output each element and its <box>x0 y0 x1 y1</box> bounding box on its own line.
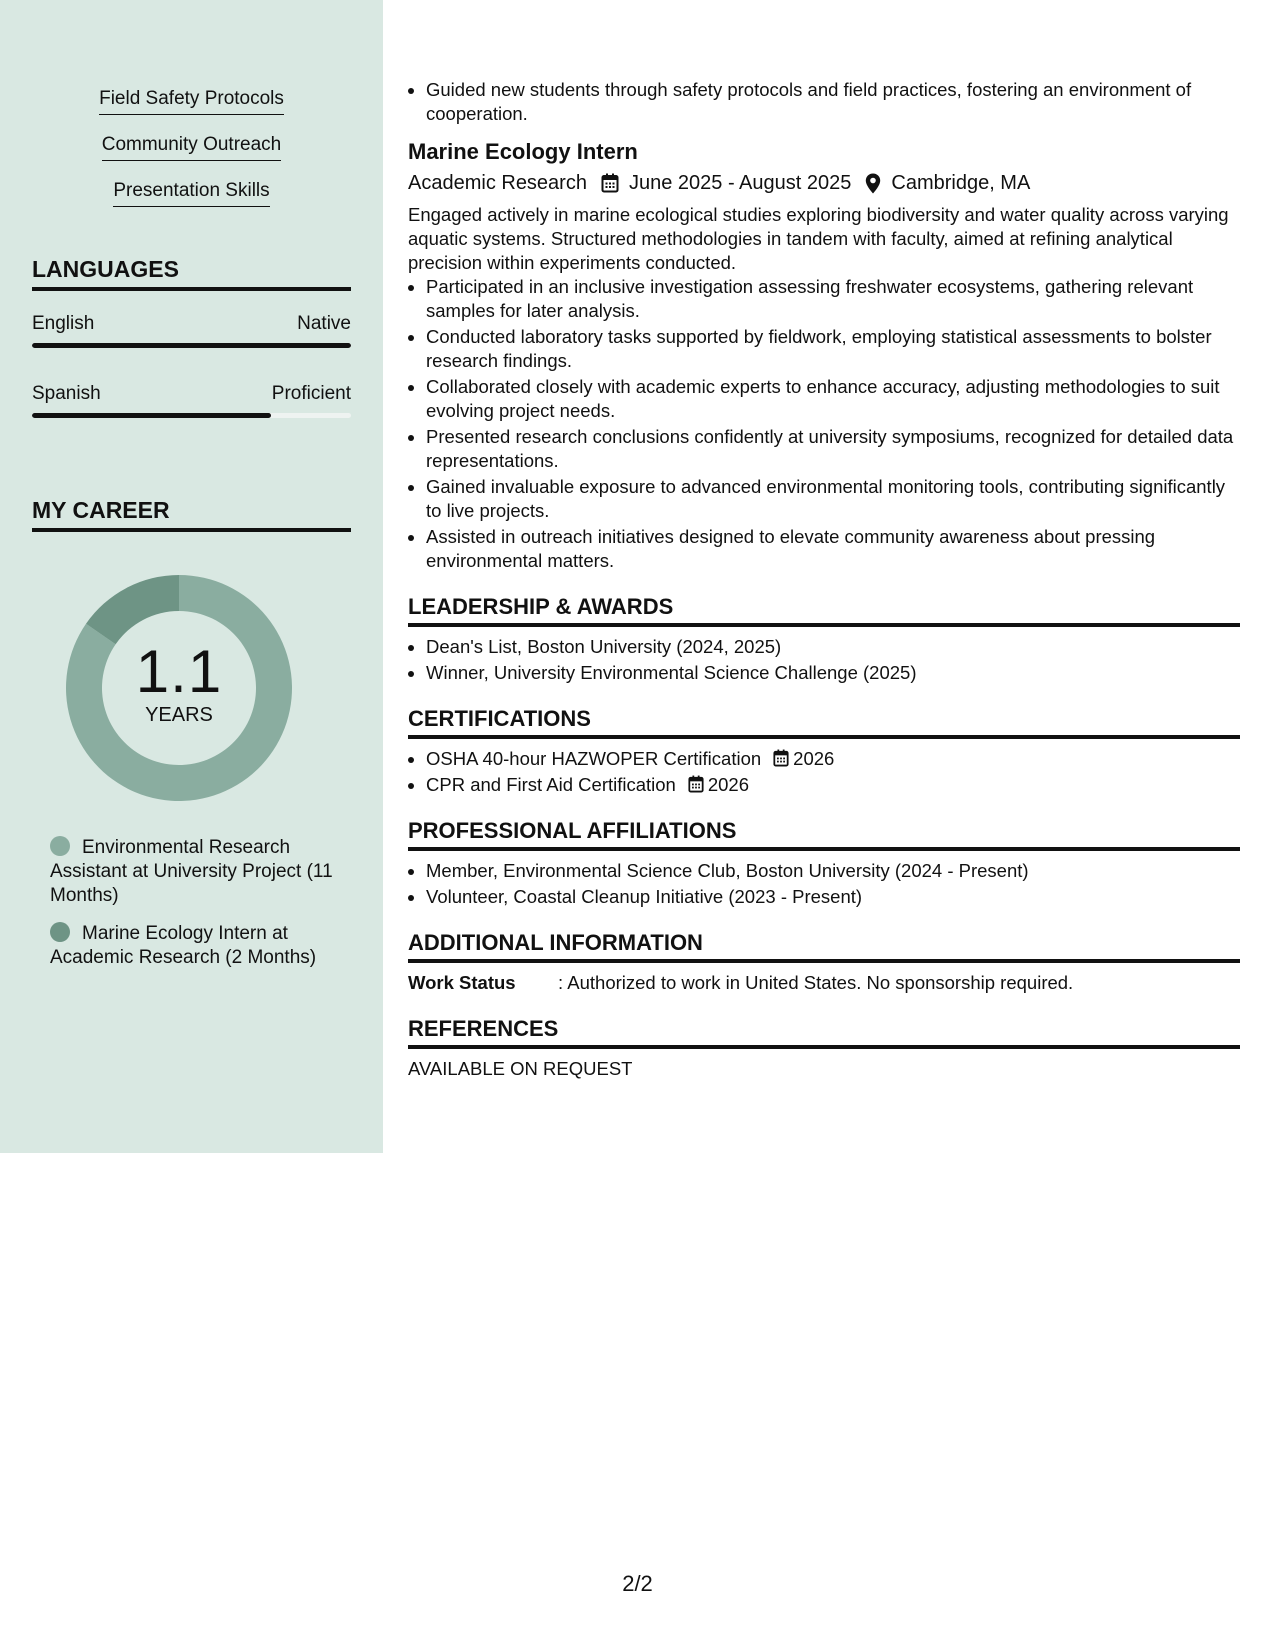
list-item: • Dean's List, Boston University (2024, 2025) <box>426 635 1240 659</box>
additional-info-heading: ADDITIONAL INFORMATION <box>408 929 1240 963</box>
affiliations-list <box>408 859 1240 909</box>
certifications-heading: CERTIFICATIONS <box>408 705 1240 739</box>
job-title: Marine Ecology Intern <box>408 139 638 164</box>
language-english <box>32 312 351 348</box>
skills-list <box>0 86 383 224</box>
language-name: Spanish <box>32 383 101 404</box>
career-total: 1.1 <box>135 638 223 705</box>
calendar-icon <box>601 173 619 193</box>
legend-dot <box>50 836 70 856</box>
job-meta <box>408 169 1240 197</box>
list-item <box>426 747 1240 771</box>
prev-job-bullets <box>408 78 1240 126</box>
references-text: AVAILABLE ON REQUEST <box>408 1058 633 1079</box>
calendar-icon <box>688 775 704 793</box>
language-bar-fill <box>32 343 351 348</box>
location-pin-icon <box>865 173 881 194</box>
skill-item: Field Safety Protocols <box>99 86 284 115</box>
legend-label: Environmental Research Assistant at University Project (11 Months) <box>50 837 333 906</box>
leadership-heading: LEADERSHIP & AWARDS <box>408 593 1240 627</box>
language-bar-fill <box>32 413 271 418</box>
cert-name: OSHA 40-hour HAZWOPER Certification <box>426 748 762 769</box>
job-company: Academic Research <box>408 172 587 194</box>
language-bar <box>32 413 351 418</box>
sidebar <box>0 0 383 1153</box>
skill-item: Presentation Skills <box>113 178 269 207</box>
career-unit: YEARS <box>145 704 213 726</box>
list-item: • Conducted laboratory tasks supported by fieldwork, employing statistical assessments to bolster research findings. <box>426 325 1240 373</box>
calendar-icon <box>773 749 789 767</box>
career-heading: MY CAREER <box>32 496 351 532</box>
skill-item: Community Outreach <box>102 132 282 161</box>
language-name: English <box>32 313 95 334</box>
page-number: 2/2 <box>622 1571 653 1596</box>
career-legend <box>50 836 340 984</box>
list-item: • Presented research conclusions confidently at university symposiums, recognized for detailed data representations. <box>426 425 1240 473</box>
main-content <box>408 78 1240 1081</box>
career-donut-chart <box>64 573 294 803</box>
references-heading: REFERENCES <box>408 1015 1240 1049</box>
list-item <box>426 773 1240 797</box>
legend-item <box>50 922 340 970</box>
work-status-label: Work Status <box>408 972 516 993</box>
list-item: • Guided new students through safety protocols and field practices, fostering an environment of cooperation. <box>426 78 1240 126</box>
certifications-list <box>408 747 1240 797</box>
job-bullets <box>408 275 1240 573</box>
legend-label: Marine Ecology Intern at Academic Research (2 Months) <box>50 923 317 968</box>
language-spanish <box>32 382 351 418</box>
list-item: • Winner, University Environmental Science Challenge (2025) <box>426 661 1240 685</box>
list-item: • Volunteer, Coastal Cleanup Initiative (2023 - Present) <box>426 885 1240 909</box>
list-item: • Member, Environmental Science Club, Boston University (2024 - Present) <box>426 859 1240 883</box>
legend-dot <box>50 922 70 942</box>
leadership-list <box>408 635 1240 685</box>
languages-heading: LANGUAGES <box>32 255 351 291</box>
affiliations-heading: PROFESSIONAL AFFILIATIONS <box>408 817 1240 851</box>
list-item: • Collaborated closely with academic experts to enhance accuracy, adjusting methodologies to suit evolving project needs. <box>426 375 1240 423</box>
language-level: Proficient <box>271 383 351 404</box>
list-item: • Participated in an inclusive investigation assessing freshwater ecosystems, gathering relevant samples for later analysis. <box>426 275 1240 323</box>
cert-name: CPR and First Aid Certification <box>426 774 676 795</box>
cert-year: 2026 <box>707 774 749 795</box>
work-status-row <box>408 971 1240 995</box>
legend-item <box>50 836 340 908</box>
list-item: • Gained invaluable exposure to advanced environmental monitoring tools, contributing significantly to live projects. <box>426 475 1240 523</box>
job-description: Engaged actively in marine ecological studies exploring biodiversity and water quality across varying aquatic systems. Structured methodologies in tandem with faculty, aimed at refining analytical precision within experiments conducted. <box>408 204 1229 273</box>
work-status-value: : Authorized to work in United States. No sponsorship required. <box>558 972 1074 993</box>
job-location: Cambridge, MA <box>891 172 1031 194</box>
cert-year: 2026 <box>793 748 835 769</box>
job-dates: June 2025 - August 2025 <box>628 172 852 194</box>
list-item: • Assisted in outreach initiatives designed to elevate community awareness about pressing environmental matters. <box>426 525 1240 573</box>
language-level: Native <box>297 313 351 334</box>
language-bar <box>32 343 351 348</box>
